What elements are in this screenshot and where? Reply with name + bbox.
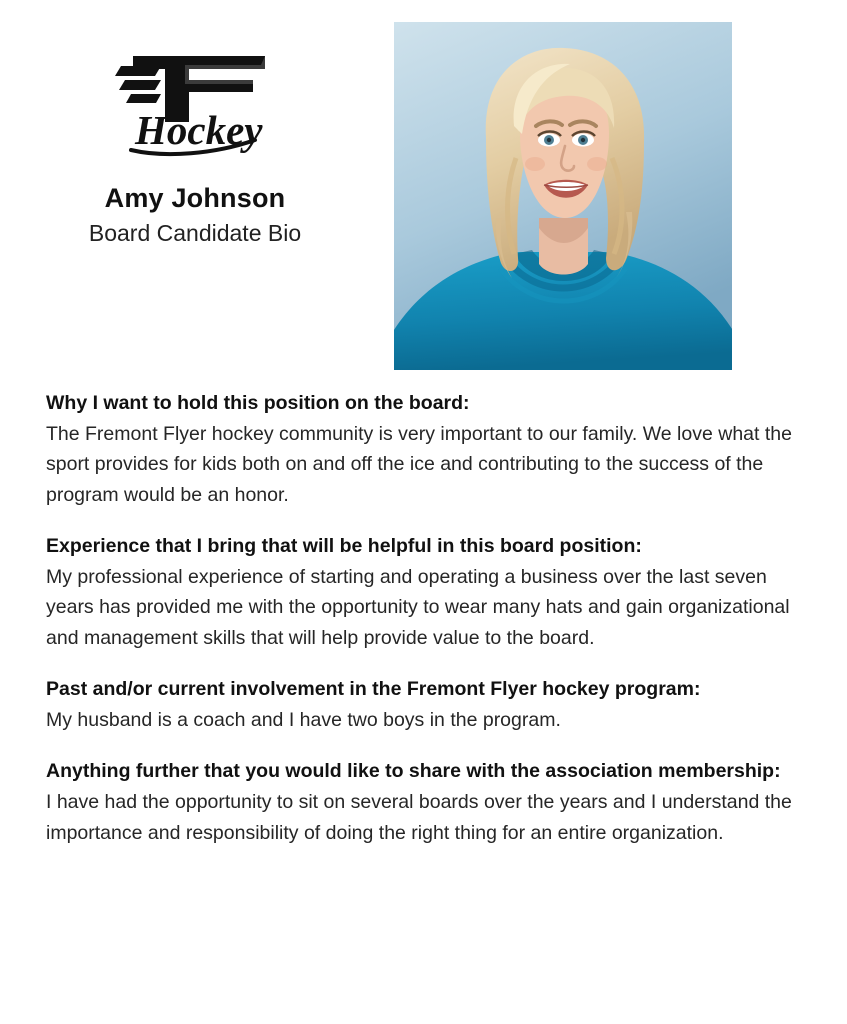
bio-section (46, 531, 806, 653)
section-body: I have had the opportunity to sit on several boards over the years and I understand the importance and responsibility of doing the right thing for an entire organization. (46, 791, 792, 844)
section-heading: Past and/or current involvement in the Fremont Flyer hockey program: (46, 677, 701, 700)
flyers-f-hockey-logo-icon (115, 36, 275, 161)
bio-section (46, 388, 806, 510)
section-body: My professional experience of starting and operating a business over the last seven years has provided me with the opportunity to wear many hats and gain organizational and management skills that will help provide value to the board. (46, 566, 790, 649)
document-header (0, 0, 847, 372)
bio-sections (46, 388, 806, 848)
bio-section (46, 674, 806, 735)
portrait-photo (394, 22, 732, 370)
section-heading: Anything further that you would like to share with the association membership: (46, 760, 781, 783)
candidate-name: Amy Johnson (104, 183, 286, 213)
bio-section (46, 756, 806, 848)
logo-block (0, 36, 390, 248)
section-body: My husband is a coach and I have two boys in the program. (46, 708, 561, 731)
section-heading: Why I want to hold this position on the board: (46, 392, 470, 414)
section-heading: Experience that I bring that will be helpful in this board position: (46, 534, 642, 557)
logo-wordmark: Hockey (135, 107, 263, 153)
candidate-subtitle: Board Candidate Bio (88, 220, 302, 247)
section-body: The Fremont Flyer hockey community is very important to our family. We love what the sport provides for kids both on and off the ice and contributing to the success of the program would be an honor. (46, 423, 792, 506)
